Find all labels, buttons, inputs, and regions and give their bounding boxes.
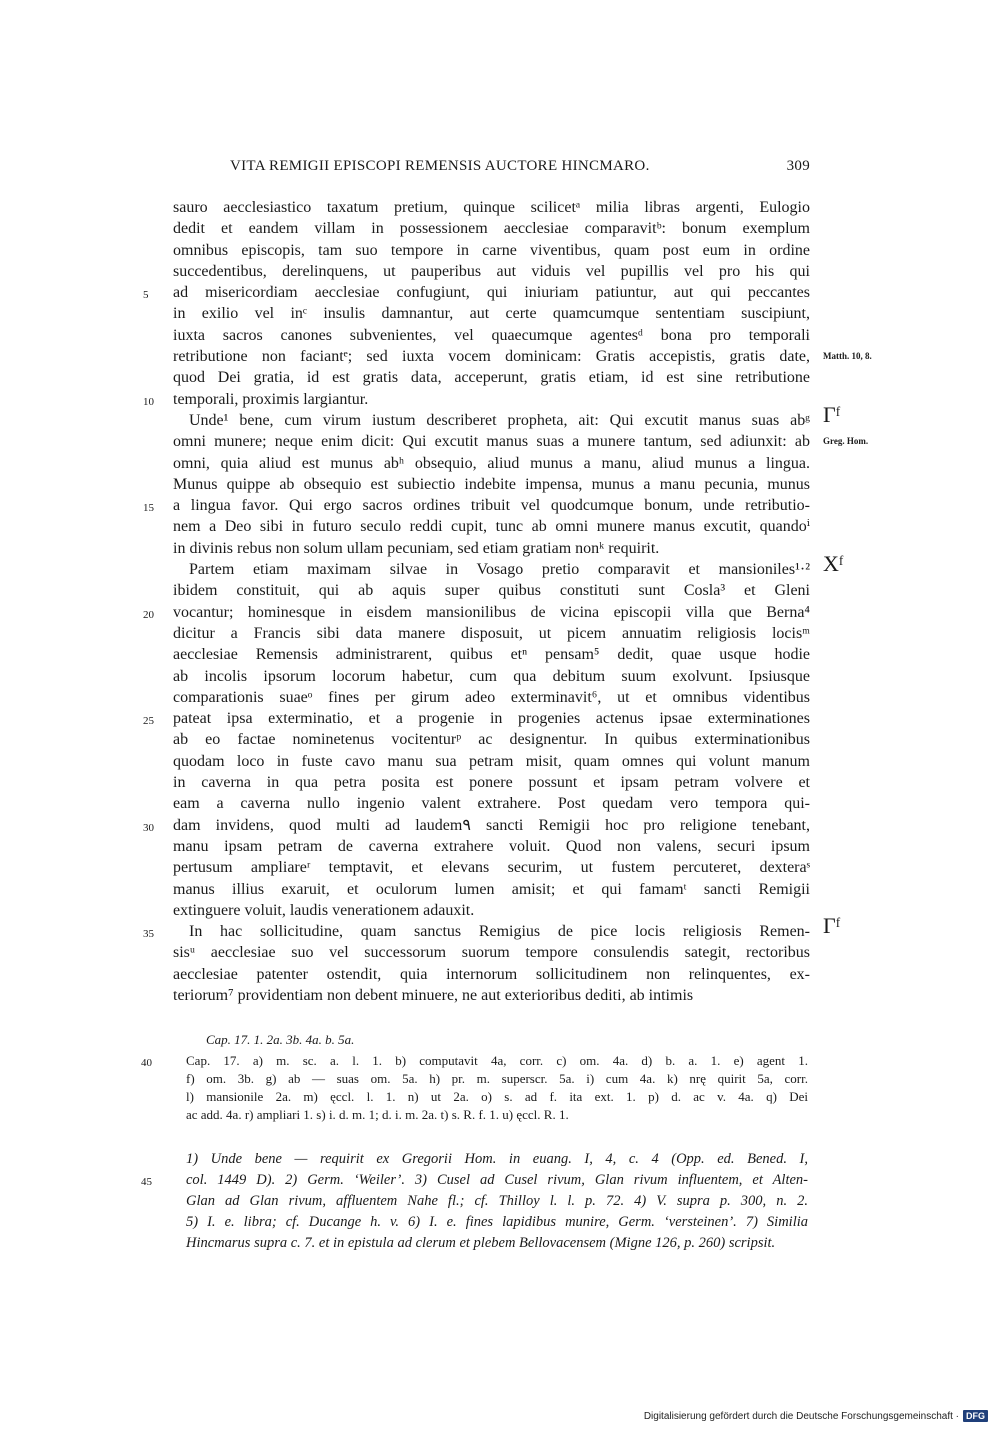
line-text: iuxta sacros canones subvenientes, vel quaecumque agentesᵈ bona pro temporali <box>173 326 810 344</box>
margin-gloss: Greg. Hom. <box>823 436 869 447</box>
apparatus-sources-line: Cap. 17. 1. 2a. 3b. 4a. b. 5a. <box>206 1032 355 1047</box>
line-text: sisᵘ aecclesiae suo vel successorum suorum tempore consulendis sategit, rectoribus <box>173 944 810 962</box>
text-line <box>173 793 810 814</box>
line-text: quod Dei gratia, id est gratis data, acceperunt, gratis etiam, id est sine retributione <box>173 369 810 387</box>
text-line <box>173 453 810 474</box>
line-number: 10 <box>143 395 154 408</box>
text-line <box>173 325 810 346</box>
text-line <box>173 431 869 452</box>
line-text: omnibus episcopis, tam suo tempore in carne viventibus, quam post eum in ordine <box>173 241 810 259</box>
text-line <box>173 857 810 878</box>
margin-gloss: Γᶠ <box>823 913 841 939</box>
footer-text: Digitalisierung gefördert durch die Deutsche Forschungsgemeinschaft · <box>643 1410 959 1422</box>
apparatus-cap-sources <box>186 1031 808 1049</box>
line-number: 35 <box>143 928 154 941</box>
text-line <box>173 687 810 708</box>
line-text: dam invidens, quod multi ad laudem۹ sancti Remigii hoc pro religione tenebant, <box>173 816 810 834</box>
margin-gloss: Xᶠ <box>823 551 844 577</box>
line-text: in exilio vel inᶜ insulis damnantur, aut certe quamcumque sententiam suscipiunt, <box>173 305 810 323</box>
line-text: ac add. 4a. r) ampliari 1. s) i. d. m. 1; d. i. m. 2a. t) s. R. f. 1. u) ęccl. R. 1. <box>186 1107 569 1122</box>
text-line <box>173 900 810 921</box>
text-line <box>141 1052 808 1070</box>
text-line <box>173 580 810 601</box>
line-text: col. 1449 D). 2) Germ. ‘Weiler’. 3) Cusel ad Cusel rivum, Glan rivum influentem, et Alten- <box>186 1172 808 1188</box>
line-text: l) mansionile 2a. m) ęccl. l. 1. n) ut 2a. o) s. ad f. ita ext. 1. p) d. ac v. 4a. q) Dei <box>186 1089 808 1104</box>
text-line <box>173 516 810 537</box>
line-number: 20 <box>143 608 154 621</box>
line-text: Glan ad Glan rivum, affluentem Nahe fl.; cf. Thilloy l. l. p. 72. 4) V. supra p. 300, n. 2. <box>186 1193 808 1209</box>
text-line <box>173 985 810 1006</box>
text-line <box>143 708 810 729</box>
line-text: omni munere; neque enim dicit: Qui excutit manus suas a munere tantum, sed adiunxit: ab <box>173 433 810 451</box>
text-line <box>186 1212 808 1233</box>
text-line <box>173 751 810 772</box>
line-text: dicitur a Francis sibi data manere disposuit, ut picem annuatim religiosis locisᵐ <box>173 624 810 642</box>
line-text: dedit et eandem villam in possessionem aecclesiae comparavitᵇ: bonum exemplum <box>173 220 810 238</box>
text-line <box>186 1233 808 1254</box>
line-text: teriorum⁷ providentiam non debent minuere, ne aut exterioribus dediti, ab intimis <box>173 986 694 1004</box>
margin-gloss: Γᶠ <box>823 401 841 427</box>
text-line <box>143 602 810 623</box>
line-text: Cap. 17. a) m. sc. a. l. 1. b) computavit 4a, corr. c) om. 4a. d) b. a. 1. e) agent 1. <box>186 1053 808 1068</box>
line-text: manu ipsam petram de caverna extrahere voluit. Quod non valens, securi ipsum <box>173 837 810 855</box>
line-text: vocantur; hominesque in eisdem mansionilibus de vicina episcopii villa que Berna⁴ <box>173 603 810 621</box>
text-line <box>173 942 810 963</box>
line-text: aecclesiae patenter ostendit, quia internorum sollicitudinem non relinquentes, ex- <box>173 965 810 983</box>
text-line <box>173 218 810 239</box>
text-line <box>173 879 810 900</box>
text-line <box>173 772 810 793</box>
line-text: Unde¹ bene, cum virum iustum describeret propheta, ait: Qui excutit manus suas abᵍ <box>189 411 810 429</box>
text-line <box>173 836 810 857</box>
line-text: nem a Deo sibi in futuro seculo reddi cupit, tunc ab omni munere manus excutit, quandoⁱ <box>173 518 810 536</box>
text-line <box>173 964 810 985</box>
text-line <box>173 623 810 644</box>
line-text: in divinis rebus non solum ullam pecuniam, sed etiam gratiam nonᵏ requirit. <box>173 539 660 557</box>
text-line <box>173 666 810 687</box>
text-line <box>173 644 810 665</box>
text-line <box>173 303 810 324</box>
line-text: comparationis suaeᵒ fines per girum adeo exterminavit⁶, ut et omnibus videntibus <box>173 688 810 706</box>
page-number: 309 <box>786 158 810 174</box>
line-text: pateat ipsa exterminatio, et a progenie in progenies actenus ipsae exterminationes <box>173 710 810 728</box>
line-number: 5 <box>143 289 149 302</box>
line-text: temporali, proximis largiantur. <box>173 390 369 408</box>
text-line <box>173 729 810 750</box>
line-text: a lingua favor. Qui ergo sacros ordines tribuit vel quodcumque bonum, unde retributio- <box>173 497 810 515</box>
text-line <box>143 389 810 410</box>
text-line <box>186 1070 808 1088</box>
line-text: sauro aecclesiastico taxatum pretium, quinque scilicetᵃ milia libras argenti, Eulogio <box>173 199 810 216</box>
line-text: f) om. 3b. g) ab — suas om. 5a. h) pr. m. superscr. 5a. i) cum 4a. k) nrę quirit 5a, corr. <box>186 1071 808 1086</box>
text-line <box>143 495 810 516</box>
text-line <box>143 913 841 942</box>
margin-gloss: Matth. 10, 8. <box>823 351 872 362</box>
running-title: VITA REMIGII EPISCOPI REMENSIS AUCTORE HINCMARO. <box>230 158 650 174</box>
line-number: 45 <box>141 1176 152 1188</box>
text-line <box>173 346 872 367</box>
text-line <box>173 367 810 388</box>
line-text: ab eo factae nominetenus vocitenturᵖ ac designentur. In quibus exterminationibus <box>173 731 810 749</box>
text-line <box>141 1170 808 1191</box>
line-text: ab incolis ipsorum locorum habetur, cum qua debitum suum exolvunt. Ipsiusque <box>173 667 810 685</box>
text-line <box>173 538 810 559</box>
text-line <box>173 197 810 218</box>
line-number: 25 <box>143 715 154 728</box>
line-text: Hincmarus supra c. 7. et in epistula ad clerum et plebem Bellovacensem (Migne 126, p. 260) scripsit. <box>186 1235 776 1251</box>
line-text: manus illius exaruit, et oculorum lumen amisit; et qui famamᵗ sancti Remigii <box>173 880 810 898</box>
main-text <box>143 197 872 1006</box>
line-text: Partem etiam maximam silvae in Vosago pretio comparavit et mansioniles¹·² <box>189 561 810 579</box>
line-text: in caverna in qua petra posita est ponere possunt et ipsam petram volvere et <box>173 774 810 792</box>
line-text: aecclesiae Remensis administrarent, quibus etⁿ pensam⁵ dedit, quae usque hodie <box>173 646 810 664</box>
line-text: ad misericordiam aecclesiae confugiunt, qui iniuriam patiuntur, aut qui peccantes <box>173 284 810 302</box>
line-text: succedentibus, derelinquens, ut pauperibus aut viduis vel pupillis vel pro his qui <box>173 262 810 280</box>
line-text: In hac sollicitudine, quam sanctus Remigius de pice locis religiosis Remen- <box>189 923 810 941</box>
dfg-logo: DFG <box>963 1410 988 1422</box>
line-text: omni, quia aliud est munus abʰ obsequio, aliud munus a manu, aliud munus a lingua. <box>173 454 810 472</box>
text-line <box>186 1191 808 1212</box>
text-line <box>186 1106 808 1124</box>
text-line <box>186 1149 808 1170</box>
footnotes <box>141 1149 808 1254</box>
line-text: Munus quippe ab obsequio est subiectio indebite impensa, munus a manu pecunia, munus <box>173 475 810 493</box>
line-number: 30 <box>143 821 154 834</box>
line-text: 5) I. e. libra; cf. Ducange h. v. 6) I. e. fines lapidibus munire, Germ. ‘versteinen’. 7) Similia <box>186 1214 808 1230</box>
line-text: 1) Unde bene — requirit ex Gregorii Hom. in euang. I, 4, c. 4 (Opp. ed. Bened. I, <box>186 1151 808 1167</box>
text-line <box>173 551 844 580</box>
text-line <box>173 474 810 495</box>
line-text: quodam loco in fuste cavo manu sua petram misit, quam omnes qui volunt manum <box>173 752 810 770</box>
text-line <box>143 815 810 836</box>
line-text: retributione non faciantᵉ; sed iuxta vocem dominicam: Gratis accepistis, gratis date, <box>173 348 810 366</box>
digitization-footer <box>644 1410 988 1422</box>
line-text: pertusum ampliareʳ temptavit, et elevans securim, ut fustem percuteret, dexteraˢ <box>173 859 810 877</box>
text-line <box>173 401 841 431</box>
line-text: ibidem constituit, qui ab aquis super quibus constituti sunt Cosla³ et Gleni <box>173 582 810 600</box>
text-line <box>173 261 810 282</box>
text-line <box>186 1088 808 1106</box>
line-number: 40 <box>141 1057 152 1069</box>
text-line <box>143 282 810 303</box>
critical-apparatus <box>141 1052 808 1124</box>
line-number: 15 <box>143 502 154 515</box>
line-text: eam a caverna nullo ingenio valent extrahere. Post quedam vero tempora qui- <box>173 795 810 813</box>
text-line <box>173 240 810 261</box>
line-text: extinguere voluit, laudis venerationem adauxit. <box>173 901 475 919</box>
